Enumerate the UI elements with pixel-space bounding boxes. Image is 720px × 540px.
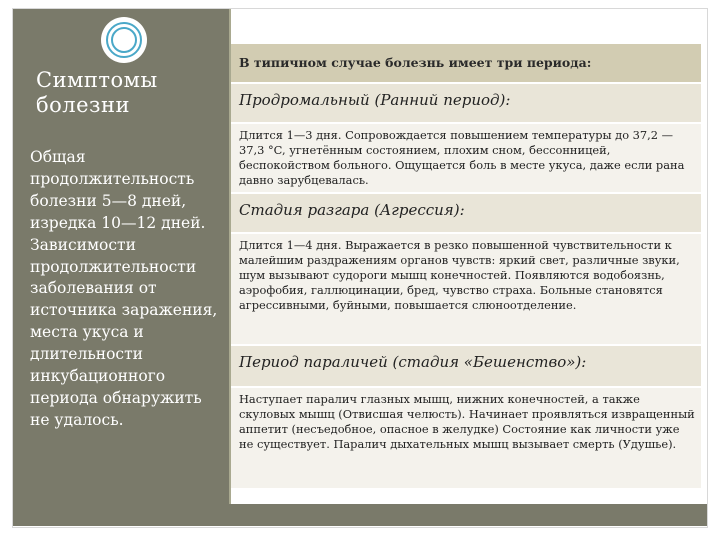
period-desc-aggression: Длится 1—4 дня. Выражается в резко повышенной чувствительности к малейшим раздражениям органов чувств: яркий свет, различные звуки, шум вызывают судороги мышц конечностей. Появляются водобоязнь, аэрофобия, галлюцинации, бред, чувство страха. Больные становятся агрессивными, буйными, повышается слюноотделение. — [231, 234, 701, 344]
period-desc-paralysis: Наступает паралич глазных мышц, нижних конечностей, а также скуловых мышц (Отвисшая челюсть). Начинает проявляться извращенный аппетит (несъедобное, опасное в желудке) Состояние как личности уже не существует. Паралич дыхательных мышц вызывает смерть (Удушье). — [231, 388, 701, 488]
period-title-aggression: Стадия разгара (Агрессия): — [231, 194, 701, 232]
sidebar-body-text: Общая продолжительность болезни 5—8 дней, изредка 10—12 дней. Зависимости продолжительности заболевания от источника заражения, места укуса и длительности инкубационного периода обнаружить не удалось. — [30, 148, 218, 429]
period-desc-prodromal: Длится 1—3 дня. Сопровождается повышением температуры до 37,2 —37,3 °C, угнетённым состоянием, плохим сном, бессонницей, беспокойством больного. Ощущается боль в месте укуса, даже если рана давно зарубцевалась. — [231, 124, 701, 192]
slide-title: Симптомы болезни — [36, 68, 158, 117]
inner-ring — [111, 27, 137, 53]
period-title-prodromal: Продромальный (Ранний период): — [231, 84, 701, 122]
periods-table — [231, 44, 701, 488]
table-header: В типичном случае болезнь имеет три периода: — [231, 44, 701, 84]
period-title-paralysis: Период параличей (стадия «Бешенство»): — [231, 346, 701, 386]
concentric-circles-icon — [101, 17, 147, 63]
bottom-bar — [13, 504, 707, 526]
